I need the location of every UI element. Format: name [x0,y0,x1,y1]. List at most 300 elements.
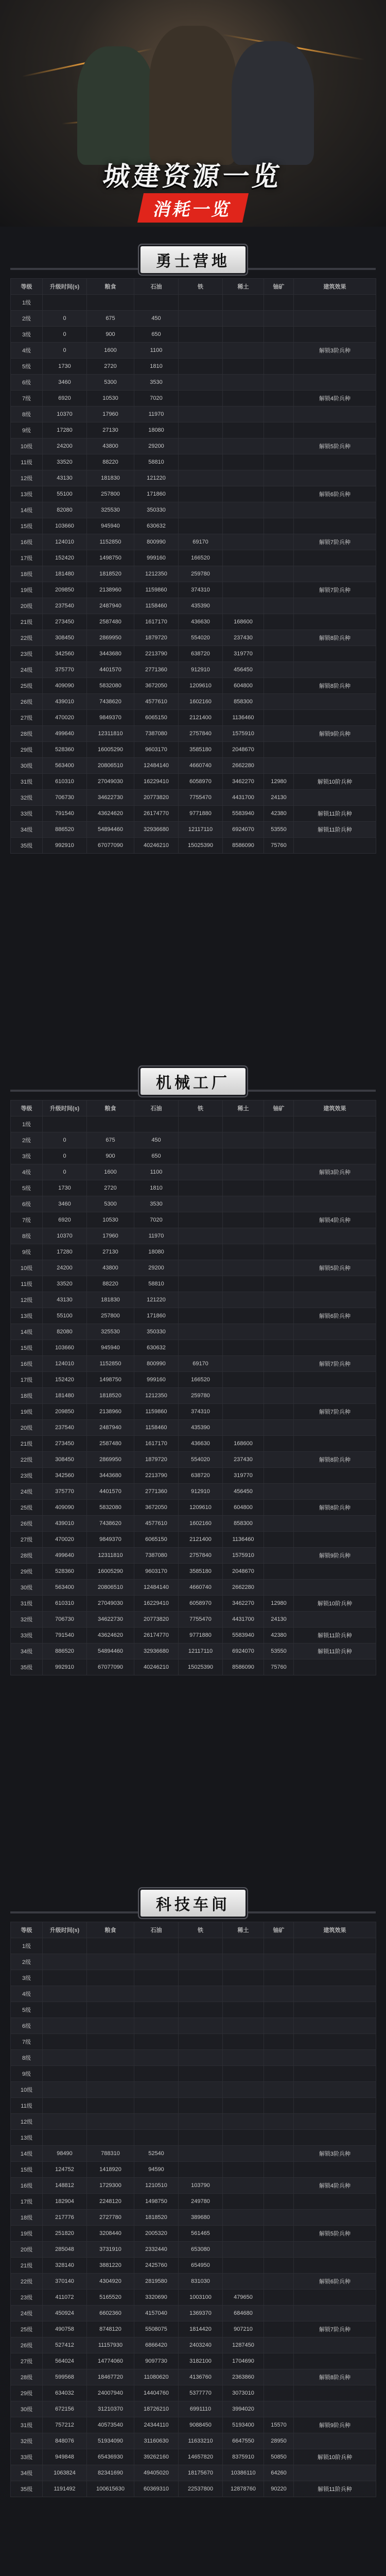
table-row [11,1548,376,1564]
table-cell: 27级 [11,1532,43,1548]
table-cell: 3460 [43,375,87,391]
table-cell: 14774060 [87,2353,134,2369]
table-cell: 29200 [134,438,179,454]
table-cell [294,1612,376,1628]
table-cell [223,1954,264,1970]
table-cell [179,2082,223,2098]
table-cell: 653080 [179,2242,223,2258]
resource-table [10,278,376,854]
table-cell [264,1292,294,1308]
table-cell: 999160 [134,550,179,566]
table-row [11,1420,376,1436]
table-cell [134,1954,179,1970]
table-cell: 2869950 [87,1452,134,1468]
table-cell: 4157040 [134,2306,179,2321]
table-cell [264,2146,294,2162]
table-cell [264,1404,294,1420]
table-cell [294,1116,376,1132]
table-row [11,2258,376,2274]
table-cell: 53550 [264,1643,294,1659]
table-cell: 3462270 [223,774,264,790]
table-cell: 0 [43,311,87,327]
column-header: 铀矿 [264,1100,294,1116]
table-cell: 907210 [223,2321,264,2337]
column-header: 石油 [134,1922,179,1938]
table-cell: 4级 [11,1986,43,2002]
column-header: 稀土 [223,1100,264,1116]
table-cell [134,2050,179,2066]
table-cell: 25级 [11,2321,43,2337]
table-cell: 2487940 [87,598,134,614]
table-cell [264,2321,294,2337]
table-cell: 94590 [134,2162,179,2178]
table-cell: 912910 [179,1484,223,1500]
table-cell: 24级 [11,2306,43,2321]
table-cell [179,1292,223,1308]
table-cell [223,1244,264,1260]
table-cell [294,375,376,391]
table-cell [179,359,223,375]
table-cell: 2587480 [87,1436,134,1452]
table-cell: 27级 [11,2353,43,2369]
table-cell [264,311,294,327]
table-cell: 0 [43,327,87,343]
table-cell [134,2066,179,2082]
table-cell: 43130 [43,1292,87,1308]
table-cell: 24130 [264,1612,294,1628]
table-cell: 32级 [11,790,43,806]
table-cell: 40246210 [134,838,179,854]
table-cell: 1159860 [134,1404,179,1420]
table-cell: 273450 [43,614,87,630]
table-cell: 209850 [43,582,87,598]
table-cell [179,1986,223,2002]
table-cell [264,2178,294,2194]
table-cell: 解锁8阶兵种 [294,1500,376,1516]
table-row [11,2353,376,2369]
table-cell: 900 [87,327,134,343]
table-cell [264,1164,294,1180]
table-cell [264,614,294,630]
column-header: 建筑效果 [294,1922,376,1938]
table-cell: 610310 [43,774,87,790]
table-cell: 5级 [11,1180,43,1196]
table-cell [294,1148,376,1164]
table-cell: 解锁11阶兵种 [294,2481,376,2497]
table-row [11,2210,376,2226]
table-cell: 49405020 [134,2465,179,2481]
table-cell: 1209610 [179,678,223,694]
table-cell [264,1276,294,1292]
table-row [11,1628,376,1643]
table-cell [264,1196,294,1212]
table-cell: 4304920 [87,2274,134,2290]
table-cell: 9603170 [134,742,179,758]
table-cell: 解锁8阶兵种 [294,2369,376,2385]
table-cell: 23级 [11,1468,43,1484]
table-row [11,486,376,502]
table-cell: 0 [43,343,87,359]
table-cell: 12980 [264,1596,294,1612]
table-cell: 解锁4阶兵种 [294,391,376,406]
table-cell: 3731910 [87,2242,134,2258]
table-cell: 124010 [43,1356,87,1372]
table-cell: 171860 [134,1308,179,1324]
table-cell [264,359,294,375]
table-cell [179,2050,223,2066]
table-cell: 7438620 [87,694,134,710]
table-cell: 35级 [11,838,43,854]
table-cell: 1810 [134,1180,179,1196]
table-cell: 992910 [43,838,87,854]
table-cell: 4401570 [87,1484,134,1500]
table-cell: 4660740 [179,1580,223,1596]
table-cell [264,2098,294,2114]
table-cell: 40246210 [134,1659,179,1675]
table-cell: 29级 [11,2385,43,2401]
table-cell: 1704690 [223,2353,264,2369]
table-row [11,1388,376,1404]
table-cell [223,1308,264,1324]
table-cell [223,343,264,359]
table-cell [294,2465,376,2481]
table-row [11,2385,376,2401]
table-row [11,582,376,598]
table-row [11,2018,376,2034]
table-row [11,774,376,790]
table-cell: 23级 [11,646,43,662]
table-cell: 2363860 [223,2369,264,2385]
table-cell: 17级 [11,2194,43,2210]
table-row [11,2306,376,2321]
table-cell: 675 [87,1132,134,1148]
table-cell: 18级 [11,2210,43,2226]
table-cell: 12117110 [179,822,223,838]
table-row [11,1516,376,1532]
table-cell [223,2274,264,2290]
table-cell: 11级 [11,2098,43,2114]
table-cell [223,1132,264,1148]
table-cell: 5832080 [87,678,134,694]
table-cell: 75760 [264,1659,294,1675]
table-cell: 52540 [134,2146,179,2162]
table-row [11,2433,376,2449]
table-cell [294,295,376,311]
table-cell: 4级 [11,343,43,359]
table-cell: 29200 [134,1260,179,1276]
table-cell: 325530 [87,502,134,518]
table-cell: 27130 [87,422,134,438]
table-cell: 1003100 [179,2290,223,2306]
table-cell [179,2034,223,2050]
table-cell [264,2114,294,2130]
table-cell: 69170 [179,534,223,550]
table-row [11,406,376,422]
table-cell: 10级 [11,1260,43,1276]
table-cell [264,678,294,694]
table-row [11,758,376,774]
table-row [11,678,376,694]
table-cell: 788310 [87,2146,134,2162]
table-cell [179,1132,223,1148]
table-cell: 55100 [43,486,87,502]
table-cell [294,1244,376,1260]
table-cell [294,311,376,327]
table-cell [264,1388,294,1404]
table-cell: 24级 [11,662,43,678]
table-cell [134,1116,179,1132]
table-cell [179,1148,223,1164]
table-row [11,1938,376,1954]
table-cell: 706730 [43,1612,87,1628]
table-cell [264,1356,294,1372]
table-cell [179,1164,223,1180]
table-cell [223,2034,264,2050]
table-row [11,1452,376,1468]
table-cell: 237540 [43,1420,87,1436]
table-cell [294,2306,376,2321]
table-row [11,2002,376,2018]
table-cell: 82080 [43,1324,87,1340]
table-cell: 5583940 [223,806,264,822]
table-cell: 12484140 [134,758,179,774]
table-cell [223,518,264,534]
table-cell: 325530 [87,1324,134,1340]
table-cell: 2727780 [87,2210,134,2226]
table-cell: 650 [134,1148,179,1164]
table-row [11,1970,376,1986]
table-row [11,1612,376,1628]
table-row [11,1212,376,1228]
table-cell [264,1244,294,1260]
table-cell: 2级 [11,1132,43,1148]
table-cell: 11970 [134,406,179,422]
table-cell [223,454,264,470]
table-cell: 9级 [11,422,43,438]
table-cell [264,582,294,598]
table-cell [87,1116,134,1132]
table-cell: 3881220 [87,2258,134,2274]
table-row [11,838,376,854]
table-cell: 解锁10阶兵种 [294,1596,376,1612]
table-cell: 945940 [87,1340,134,1356]
table-cell: 22537800 [179,2481,223,2497]
table-cell: 1100 [134,1164,179,1180]
table-cell: 1369370 [179,2306,223,2321]
table-cell: 20773820 [134,1612,179,1628]
table-cell: 436630 [179,1436,223,1452]
table-cell [294,2290,376,2306]
table-cell [264,2082,294,2098]
table-cell [294,2162,376,2178]
table-cell: 1152850 [87,1356,134,1372]
table-cell [264,406,294,422]
table-cell: 181830 [87,470,134,486]
table-cell [179,486,223,502]
table-cell [43,2002,87,2018]
table-row [11,1532,376,1548]
table-cell: 6058970 [179,1596,223,1612]
table-cell: 121220 [134,470,179,486]
table-cell: 6866420 [134,2337,179,2353]
table-cell: 1602160 [179,1516,223,1532]
table-cell: 解锁9阶兵种 [294,2417,376,2433]
table-cell: 15级 [11,518,43,534]
table-cell [223,1196,264,1212]
table-cell [264,2258,294,2274]
table-cell: 103790 [179,2178,223,2194]
table-cell [134,2002,179,2018]
table-cell [294,1276,376,1292]
table-cell: 6级 [11,2018,43,2034]
table-cell: 42380 [264,806,294,822]
table-cell [264,391,294,406]
table-cell: 解锁3阶兵种 [294,343,376,359]
table-cell [264,2002,294,2018]
column-header: 稀土 [223,1922,264,1938]
table-row [11,630,376,646]
table-cell [264,1212,294,1228]
table-row [11,1148,376,1164]
table-cell: 1600 [87,343,134,359]
table-cell [264,375,294,391]
table-cell: 3级 [11,1970,43,1986]
table-row [11,694,376,710]
table-cell [179,422,223,438]
table-row [11,614,376,630]
table-cell [179,2066,223,2082]
table-cell: 1级 [11,1938,43,1954]
table-row [11,1356,376,1372]
table-cell: 342560 [43,646,87,662]
table-cell: 7755470 [179,790,223,806]
table-row [11,295,376,311]
table-cell [179,311,223,327]
table-cell: 1136460 [223,1532,264,1548]
table-cell: 33520 [43,1276,87,1292]
table-cell [223,2146,264,2162]
table-cell [87,2130,134,2146]
table-cell: 2757840 [179,726,223,742]
table-cell [87,295,134,311]
table-cell [264,2274,294,2290]
table-cell: 2487940 [87,1420,134,1436]
table-cell: 24007940 [87,2385,134,2401]
table-cell [87,2098,134,2114]
table-cell: 103660 [43,518,87,534]
table-cell: 解锁11阶兵种 [294,806,376,822]
table-cell [264,343,294,359]
table-cell [223,534,264,550]
table-cell: 706730 [43,790,87,806]
table-cell: 217776 [43,2210,87,2226]
table-cell [294,838,376,854]
table-cell: 2403240 [179,2337,223,2353]
table-cell: 949848 [43,2449,87,2465]
table-cell: 1498750 [87,550,134,566]
table-cell: 599568 [43,2369,87,2385]
table-cell: 121220 [134,1292,179,1308]
table-cell: 33级 [11,1628,43,1643]
column-header: 铀矿 [264,279,294,295]
table-cell: 182904 [43,2194,87,2210]
table-cell: 31级 [11,774,43,790]
table-cell: 8586090 [223,1659,264,1675]
table-cell: 479650 [223,2290,264,2306]
table-cell: 15025390 [179,1659,223,1675]
table-cell: 1158460 [134,1420,179,1436]
table-cell: 16级 [11,534,43,550]
table-cell [294,406,376,422]
table-cell: 8级 [11,406,43,422]
table-cell: 32级 [11,1612,43,1628]
table-cell: 237430 [223,1452,264,1468]
table-cell [264,295,294,311]
table-row [11,327,376,343]
table-cell [294,454,376,470]
table-cell: 16005290 [87,1564,134,1580]
table-cell: 1818520 [87,566,134,582]
table-cell: 564024 [43,2353,87,2369]
table-cell: 43800 [87,438,134,454]
table-cell: 30级 [11,2401,43,2417]
table-cell [179,1954,223,1970]
table-cell: 1818520 [87,1388,134,1404]
table-cell [264,1452,294,1468]
table-cell: 50850 [264,2449,294,2465]
table-cell [294,550,376,566]
table-cell: 18080 [134,1244,179,1260]
table-cell: 12311810 [87,1548,134,1564]
column-header: 铁 [179,1922,223,1938]
table-cell: 999160 [134,1372,179,1388]
column-header: 石油 [134,279,179,295]
table-cell: 450924 [43,2306,87,2321]
table-cell: 65436930 [87,2449,134,2465]
table-cell [294,1420,376,1436]
table-cell [294,359,376,375]
table-cell [264,2066,294,2082]
table-cell [264,1516,294,1532]
table-row [11,1404,376,1420]
table-row [11,2226,376,2242]
table-cell [223,311,264,327]
table-cell [264,1484,294,1500]
table-cell: 11080620 [134,2369,179,2385]
table-cell [87,1970,134,1986]
table-cell [264,1324,294,1340]
table-cell: 8375910 [223,2449,264,2465]
table-cell [223,1276,264,1292]
table-cell: 7级 [11,2034,43,2050]
soldier-figure-center [149,26,237,165]
table-cell: 411072 [43,2290,87,2306]
table-cell: 15级 [11,1340,43,1356]
table-cell: 58810 [134,1276,179,1292]
table-cell [294,790,376,806]
table-cell [134,2034,179,2050]
column-header: 建筑效果 [294,279,376,295]
table-cell: 1191492 [43,2481,87,2497]
table-cell [264,1468,294,1484]
table-cell [179,2018,223,2034]
table-cell [223,1356,264,1372]
table-cell: 21级 [11,614,43,630]
table-cell [264,502,294,518]
table-cell [264,1132,294,1148]
table-header-row [11,1922,376,1938]
table-cell: 11633210 [179,2433,223,2449]
